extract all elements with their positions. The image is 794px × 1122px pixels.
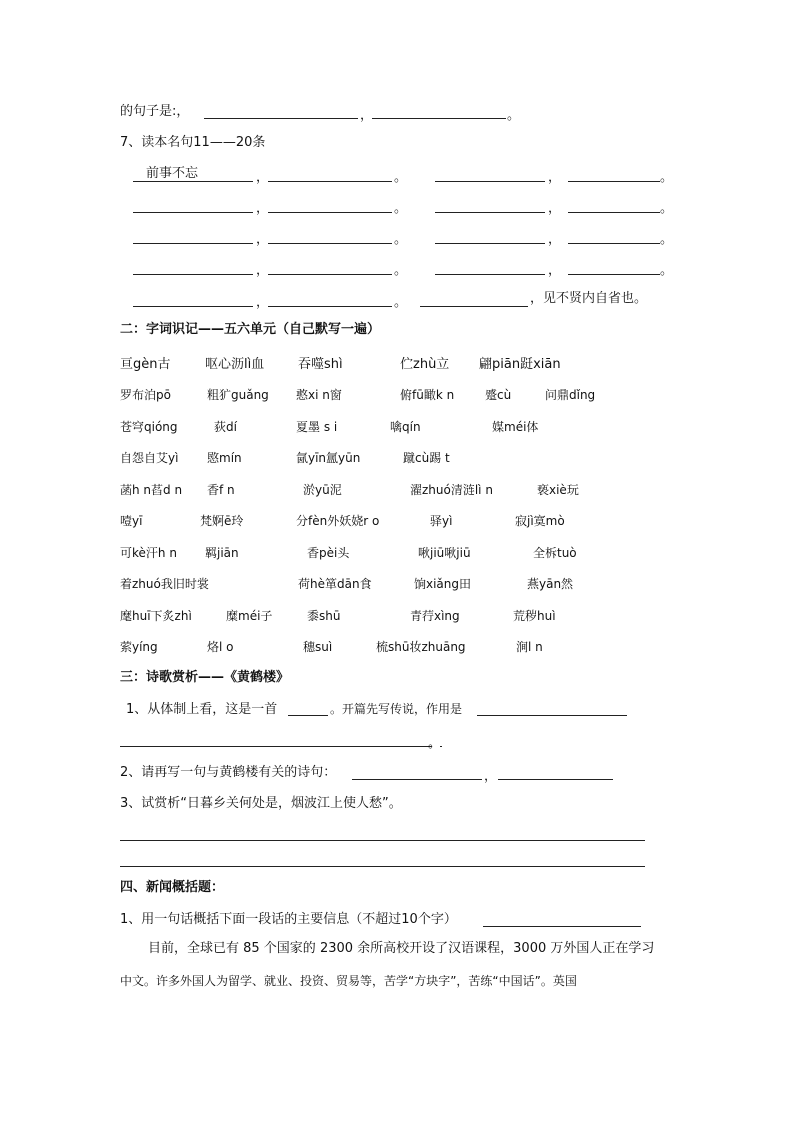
answer-blank[interactable] xyxy=(268,212,392,213)
answer-blank[interactable] xyxy=(133,212,253,213)
answer-blank[interactable] xyxy=(435,274,545,275)
vocab-item: 全柝tuò xyxy=(533,546,577,560)
answer-blank[interactable] xyxy=(352,779,482,780)
vocab-item: 荻dí xyxy=(214,420,237,434)
vocab-item: 荷hè箪dān食 xyxy=(298,577,372,591)
answer-blank[interactable] xyxy=(133,306,253,307)
s4-paragraph-line2: 中文。许多外国人为留学、就业、投资、贸易等，苦学“方块字”，苦练“中国话”。英国 xyxy=(120,974,577,988)
vocab-item: 呕心沥lì血 xyxy=(205,357,265,372)
answer-blank[interactable] xyxy=(568,212,660,213)
period: 。 xyxy=(428,736,442,751)
answer-blank[interactable] xyxy=(133,243,253,244)
vocab-item: 自怨自艾yì xyxy=(120,451,179,465)
answer-line[interactable] xyxy=(120,866,645,867)
period: 。 xyxy=(507,108,521,123)
period: 。 xyxy=(394,232,408,247)
comma: ， xyxy=(256,201,270,216)
comma: ， xyxy=(256,170,270,185)
answer-blank[interactable] xyxy=(133,181,253,182)
comma: ， xyxy=(548,170,562,185)
vocab-item: 亵xiè玩 xyxy=(537,483,579,497)
comma: ， xyxy=(360,108,374,123)
vocab-item: 分fèn外妖娆r o xyxy=(296,514,380,528)
vocab-item: 羁jiān xyxy=(205,546,239,560)
vocab-item: 穗suì xyxy=(303,640,333,654)
section3-heading: 三：诗歌赏析——《黄鹤楼》 xyxy=(120,670,290,685)
vocab-item: 吞噬shì xyxy=(298,357,343,372)
vocab-item: 亘gèn古 xyxy=(120,357,171,372)
vocab-item: 噎yī xyxy=(120,514,143,528)
vocab-item: 香f n xyxy=(207,483,235,497)
s4-paragraph-line1: 目前，全球已有 85 个国家的 2300 余所高校开设了汉语课程，3000 万外国人正在学习 xyxy=(148,941,655,956)
vocab-item: 问鼎dǐng xyxy=(545,388,596,402)
vocab-item: 糜méi子 xyxy=(226,609,273,623)
s4-q1: 1、用一句话概括下面一段话的主要信息（不超过10个字） xyxy=(120,912,457,927)
answer-blank[interactable] xyxy=(477,715,627,716)
top-line-text: 的句子是:， xyxy=(120,104,190,119)
period: 。 xyxy=(394,263,408,278)
vocab-item: 着zhuó我旧时裳 xyxy=(120,577,209,591)
vocab-item: 蹙cù xyxy=(485,388,512,402)
vocab-item: 驿yì xyxy=(430,514,453,528)
vocab-item: 愍mín xyxy=(207,451,242,465)
answer-blank[interactable] xyxy=(204,118,358,119)
period: 。 xyxy=(660,201,674,216)
q7-last-tail: ，见不贤内自省也。 xyxy=(530,291,648,306)
vocab-item: 啾jiū啾jiū xyxy=(418,546,471,560)
vocab-item: 饷xiǎng田 xyxy=(414,577,472,591)
answer-blank[interactable] xyxy=(420,306,528,307)
vocab-item: 淤yū泥 xyxy=(303,483,342,497)
vocab-item: 粗犷guǎng xyxy=(207,388,269,402)
vocab-item: 黍shū xyxy=(307,609,341,623)
vocab-item: 萦yíng xyxy=(120,640,158,654)
answer-blank[interactable] xyxy=(483,926,641,927)
q7-first-answer: 前事不忘 xyxy=(146,166,199,181)
period: 。 xyxy=(660,170,674,185)
vocab-item: 濯zhuó清涟lì n xyxy=(410,483,493,497)
answer-blank[interactable] xyxy=(268,274,392,275)
vocab-item: 荒秽huì xyxy=(513,609,556,623)
answer-blank[interactable] xyxy=(268,243,392,244)
period: 。 xyxy=(660,263,674,278)
answer-blank[interactable] xyxy=(568,274,660,275)
vocab-item: 噙qín xyxy=(390,420,421,434)
vocab-item: 氤yīn氲yūn xyxy=(296,451,361,465)
s3-q2: 2、请再写一句与黄鹤楼有关的诗句： xyxy=(120,765,337,780)
answer-blank[interactable] xyxy=(268,306,392,307)
comma: ， xyxy=(548,201,562,216)
vocab-item: 苍穹qióng xyxy=(120,420,178,434)
period: 。 xyxy=(660,232,674,247)
vocab-item: 青荇xìng xyxy=(410,609,460,623)
section4-heading: 四、新闻概括题： xyxy=(120,880,225,895)
answer-blank[interactable] xyxy=(498,779,613,780)
vocab-item: 燕yān然 xyxy=(527,577,574,591)
vocab-item: 夏墨 s i xyxy=(296,420,338,434)
vocab-item: 梳shū妆zhuāng xyxy=(376,640,466,654)
vocab-item: 伫zhù立 xyxy=(400,357,450,372)
comma: ， xyxy=(484,769,498,784)
answer-blank[interactable] xyxy=(568,181,660,182)
s3-q1-mid: 。开篇先写传说，作用是 xyxy=(330,702,463,716)
comma: ， xyxy=(256,232,270,247)
vocab-item: 烙l o xyxy=(207,640,234,654)
comma: ， xyxy=(548,232,562,247)
answer-blank[interactable] xyxy=(435,181,545,182)
s3-q1-prefix: 1、从体制上看，这是一首 xyxy=(126,702,278,717)
vocab-item: 可kè汗h n xyxy=(120,546,177,560)
comma: ， xyxy=(548,263,562,278)
vocab-item: 麾huī下炙zhì xyxy=(120,609,192,623)
period: 。 xyxy=(394,295,408,310)
vocab-item: 寂jì寞mò xyxy=(515,514,565,528)
period: 。 xyxy=(394,170,408,185)
vocab-item: 蹴cù踢 t xyxy=(403,451,450,465)
blank-tail xyxy=(440,746,442,747)
answer-blank[interactable] xyxy=(288,715,328,716)
section2-heading: 二：字词识记——五六单元（自己默写一遍） xyxy=(120,322,381,337)
vocab-item: 涧l n xyxy=(516,640,543,654)
answer-blank[interactable] xyxy=(268,181,392,182)
vocab-item: 翩piān跹xiān xyxy=(479,357,561,372)
vocab-item: 俯fū瞰k n xyxy=(400,388,455,402)
vocab-item: 媒méi体 xyxy=(492,420,539,434)
q7-title: 7、读本名句11——20条 xyxy=(120,135,266,150)
answer-line[interactable] xyxy=(120,840,645,841)
comma: ， xyxy=(256,263,270,278)
period: 。 xyxy=(394,201,408,216)
answer-blank[interactable] xyxy=(120,746,432,747)
s3-q3: 3、试赏析“日暮乡关何处是，烟波江上使人愁”。 xyxy=(120,796,402,811)
answer-blank[interactable] xyxy=(372,118,506,119)
answer-blank[interactable] xyxy=(435,243,545,244)
answer-blank[interactable] xyxy=(133,274,253,275)
answer-blank[interactable] xyxy=(435,212,545,213)
vocab-item: 香pèi头 xyxy=(307,546,350,560)
answer-blank[interactable] xyxy=(568,243,660,244)
comma: ， xyxy=(256,295,270,310)
vocab-item: 梵婀ē玲 xyxy=(200,514,244,528)
vocab-item: 憨xi n窗 xyxy=(296,388,342,402)
vocab-item: 菡h n萏d n xyxy=(120,483,183,497)
vocab-item: 罗布泊pō xyxy=(120,388,171,402)
